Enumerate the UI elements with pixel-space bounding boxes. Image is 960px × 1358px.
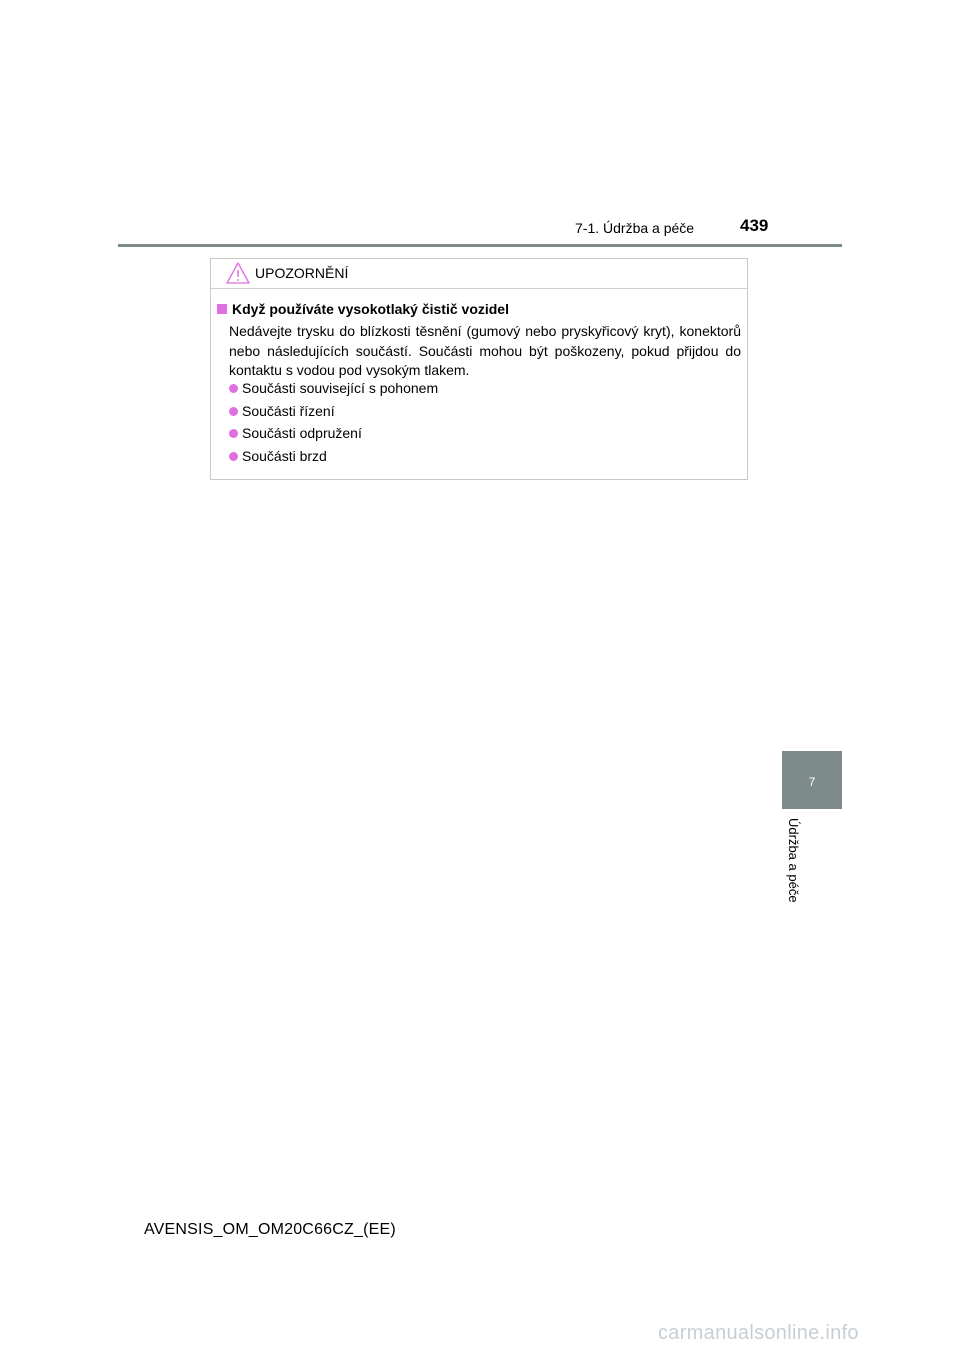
list-item-text: Součásti řízení — [242, 402, 335, 419]
square-bullet-icon — [217, 304, 227, 314]
chapter-tab — [782, 751, 842, 809]
watermark: carmanualsonline.info — [658, 1322, 859, 1344]
list-item — [229, 424, 438, 447]
document-code: AVENSIS_OM_OM20C66CZ_(EE) — [144, 1221, 396, 1238]
component-list — [229, 379, 438, 469]
list-item — [229, 447, 438, 470]
section-title: 7-1. Údržba a péče — [575, 220, 695, 236]
list-item-text: Součásti brzd — [242, 447, 327, 464]
page-number: 439 — [740, 216, 769, 235]
circle-bullet-icon — [229, 452, 238, 461]
list-item-text: Součásti odpružení — [242, 425, 362, 441]
warning-header — [211, 259, 747, 289]
circle-bullet-icon — [229, 384, 238, 393]
header-divider — [118, 244, 842, 247]
circle-bullet-icon — [229, 407, 238, 416]
chapter-number: 7 — [808, 775, 816, 789]
chapter-label: Údržba a péče — [786, 818, 801, 903]
warning-section-heading — [217, 301, 509, 317]
warning-paragraph: Nedávejte trysku do blízkosti těsnění (gumový nebo pryskyřicový kryt), konektorů nebo následujících součástí. Součásti mohou být poškozeny, pokud přijdou do kontaktu s vodou pod vysokým tlakem. — [229, 323, 741, 378]
circle-bullet-icon — [229, 429, 238, 438]
list-item — [229, 379, 438, 402]
list-item — [229, 402, 438, 425]
section-heading-text: Když používáte vysokotlaký čistič vozidel — [232, 301, 509, 317]
warning-title: UPOZORNĚNÍ — [255, 265, 349, 281]
warning-triangle-icon — [225, 261, 251, 285]
list-item-text: Součásti související s pohonem — [242, 380, 439, 396]
warning-box — [210, 258, 748, 480]
